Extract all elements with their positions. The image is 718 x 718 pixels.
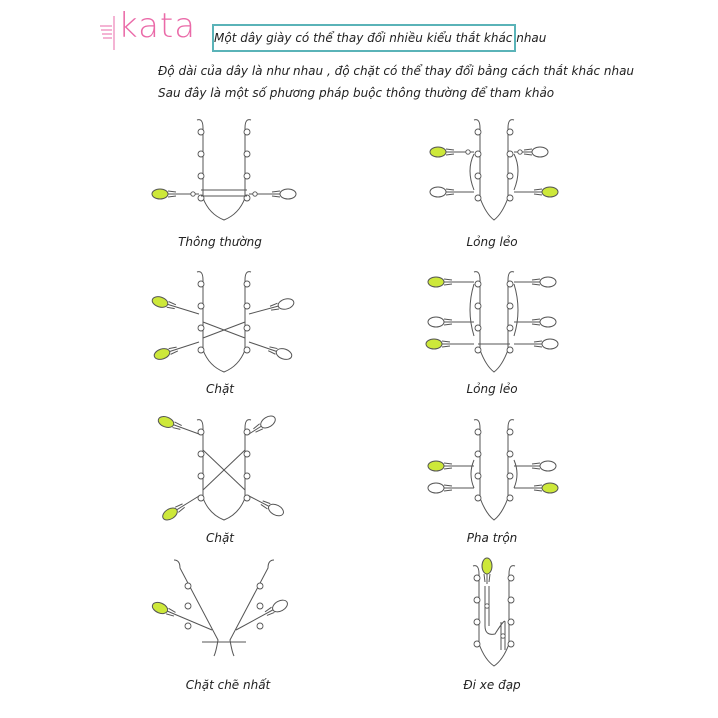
- caption-normal: Thông thường: [178, 235, 262, 249]
- caption-tight-1: Chặt: [205, 382, 235, 396]
- lacing-diagram-tightest: [140, 556, 308, 678]
- headline-box: Một dây giày có thể thay đổi nhiều kiểu thắt khác nhau: [212, 24, 516, 52]
- intro-line-2: Sau đây là một số phương pháp buộc thông thường để tham khảo: [158, 86, 555, 100]
- diagram-svg: [410, 262, 578, 384]
- lacing-diagram-tight-2: [140, 410, 308, 532]
- lacing-diagram-tight-1: [140, 262, 308, 384]
- diagram-svg: [140, 556, 308, 678]
- diagram-svg: [410, 110, 578, 232]
- lacing-diagram-normal: [140, 110, 308, 232]
- caption-loose-1: Lỏng lẻo: [466, 235, 518, 249]
- caption-tightest: Chặt chẽ nhất: [185, 678, 271, 692]
- diagram-svg: [410, 556, 578, 678]
- lacing-diagram-loose-2: [410, 262, 578, 384]
- intro-line-1: Độ dài của dây là như nhau , độ chặt có thể thay đổi bằng cách thắt khác nhau: [158, 64, 635, 78]
- diagram-svg: [140, 110, 308, 232]
- diagram-svg: [140, 410, 308, 532]
- diagram-svg: [410, 410, 578, 532]
- brand-name: kata: [118, 6, 197, 46]
- caption-cycling: Đi xe đạp: [463, 678, 521, 692]
- caption-mixed: Pha trộn: [466, 531, 518, 545]
- diagram-svg: [140, 262, 308, 384]
- lacing-diagram-cycling: [410, 556, 578, 678]
- caption-loose-2: Lỏng lẻo: [466, 382, 518, 396]
- lacing-diagram-mixed: [410, 410, 578, 532]
- caption-tight-2: Chặt: [205, 531, 235, 545]
- lacing-diagram-loose-1: [410, 110, 578, 232]
